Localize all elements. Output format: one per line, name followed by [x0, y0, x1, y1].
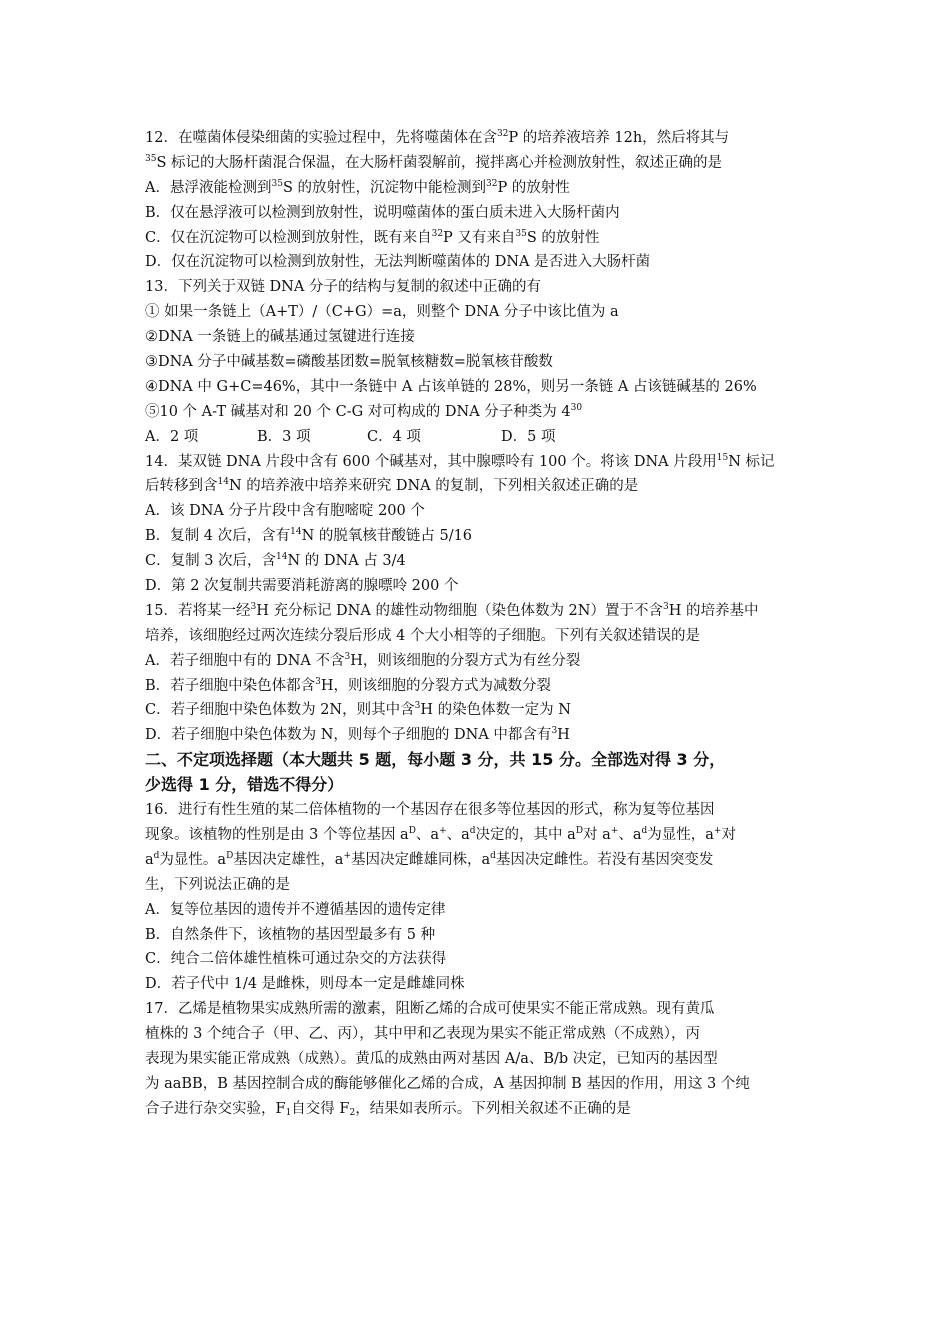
q16-stem-line-2: 现象。该植物的性别是由 3 个等位基因 $a^D$、a+、$a^d$决定的，其中 $a^D$对 a+、$a^d$为显性，a+对 [145, 825, 736, 843]
q13-option-b: B．3 项 [257, 428, 311, 445]
q16-option-a: A．复等位基因的遗传并不遵循基因的遗传定律 [145, 901, 446, 918]
q13-statement-3: ③DNA 分子中碱基数=磷酸基团数=脱氧核糖数=脱氧核苷酸数 [145, 354, 553, 371]
q15-option-c: C．若子细胞中染色体数为 2N，则其中含$^3$H 的染色体数一定为 N [145, 701, 571, 719]
q13-option-c: C．4 项 [367, 428, 421, 445]
q12-stem-line-2: $^{35}$S 标记的大肠杆菌混合保温，在大肠杆菌裂解前，搅拌离心并检测放射性，叙述正确的是 [145, 153, 722, 171]
q13-options [145, 425, 815, 450]
q16-option-d: D．若子代中 1/4 是雌株，则母本一定是雌雄同株 [145, 976, 465, 993]
q13-stem: 13．下列关于双链 DNA 分子的结构与复制的叙述中正确的有 [145, 279, 541, 296]
q14-stem-line-1: 14．某双链 DNA 片段中含有 600 个碱基对，其中腺嘌呤有 100 个。将该 DNA 片段用$^{15}$N 标记 [145, 452, 775, 470]
q16-stem-line-1: 16．进行有性生殖的某二倍体植物的一个基因存在很多等位基因的形式，称为复等位基因 [145, 802, 715, 819]
q12-stem-line-1: 12．在噬菌体侵染细菌的实验过程中，先将噬菌体在含$^{32}$P 的培养液培养 12h，然后将其与 [145, 129, 730, 146]
q14-stem-line-2: 后转移到含$^{14}$N 的培养液中培养来研究 DNA 的复制，下列相关叙述正确的是 [145, 477, 639, 495]
q12-option-c: C．仅在沉淀物可以检测到放射性，既有来自$^{32}$P 又有来自$^{35}$S 的放射性 [145, 228, 600, 246]
q14-option-a: A．该 DNA 分子片段中含有胞嘧啶 200 个 [145, 503, 425, 520]
section-2-heading-line-1: 二、不定项选择题（本大题共 5 题，每小题 3 分，共 15 分。全部选对得 3 分， [145, 750, 726, 770]
q13-statement-4: ④DNA 中 G+C=46%，其中一条链中 A 占该单链的 28%，则另一条链 A 占该链碱基的 26% [145, 378, 757, 395]
q13-statement-2: ②DNA 一条链上的碱基通过氢键进行连接 [145, 329, 415, 346]
q16-stem-line-3: $a^d$为显性。$a^D$基因决定雄性，a+基因决定雌雄同株，$a^d$基因决定雌性。若没有基因突变发 [145, 850, 714, 868]
q14-option-b: B．复制 4 次后，含有$^{14}$N 的脱氧核苷酸链占 5/16 [145, 527, 473, 545]
q12-option-d: D．仅在沉淀物可以检测到放射性，无法判断噬菌体的 DNA 是否进入大肠杆菌 [145, 254, 651, 271]
q15-stem-line-2: 培养，该细胞经过两次连续分裂后形成 4 个大小相等的子细胞。下列有关叙述错误的是 [145, 627, 700, 644]
q17-stem-line-3: 表现为果实能正常成熟（成熟）。黄瓜的成熟由两对基因 A/a、B/b 决定，已知丙的基因型 [145, 1050, 718, 1067]
q14-option-d: D．第 2 次复制共需要消耗游离的腺嘌呤 200 个 [145, 578, 459, 595]
q15-option-d: D．若子细胞中染色体数为 N，则每个子细胞的 DNA 中都含有$^3$H [145, 726, 570, 744]
q12-option-a: A．悬浮液能检测到$^{35}$S 的放射性，沉淀物中能检测到$^{32}$P 的放射性 [145, 178, 570, 196]
q16-option-b: B．自然条件下，该植物的基因型最多有 5 种 [145, 926, 436, 943]
section-2-heading-line-2: 少选得 1 分，错选不得分） [145, 775, 344, 795]
exam-page [145, 126, 815, 1122]
q17-stem-line-4: 为 aaBB，B 基因控制合成的酶能够催化乙烯的合成，A 基因抑制 B 基因的作用，用这 3 个纯 [145, 1075, 750, 1092]
q14-option-c: C．复制 3 次后，含$^{14}$N 的 DNA 占 3/4 [145, 552, 406, 570]
q17-stem-line-2: 植株的 3 个纯合子（甲、乙、丙），其中甲和乙表现为果实不能正常成熟（不成熟），丙 [145, 1026, 700, 1043]
q12-option-b: B．仅在悬浮液可以检测到放射性，说明噬菌体的蛋白质未进入大肠杆菌内 [145, 204, 620, 221]
q13-option-d: D．5 项 [501, 428, 556, 445]
q16-stem-line-4: 生，下列说法正确的是 [145, 876, 290, 893]
q13-option-a: A．2 项 [145, 428, 199, 445]
q15-stem-line-1: 15．若将某一经$^3$H 充分标记 DNA 的雄性动物细胞（染色体数为 2N）置于不含$^3$H 的培养基中 [145, 601, 759, 619]
q15-option-a: A．若子细胞中有的 DNA 不含$^3$H，则该细胞的分裂方式为有丝分裂 [145, 651, 581, 669]
q17-stem-line-5: 合子进行杂交实验，$F_1$自交得 $F_2$，结果如表所示。下列相关叙述不正确的是 [145, 1100, 631, 1118]
q13-statement-5: ⑤10 个 A-T 碱基对和 20 个 C-G 对可构成的 DNA 分子种类为 $4^{30}$ [145, 402, 583, 420]
q13-statement-1: ① 如果一条链上（A+T）/（C+G）=a，则整个 DNA 分子中该比值为 a [145, 304, 619, 321]
q16-option-c: C．纯合二倍体雄性植株可通过杂交的方法获得 [145, 951, 447, 968]
q15-option-b: B．若子细胞中染色体都含$^3$H，则该细胞的分裂方式为减数分裂 [145, 676, 552, 694]
q17-stem-line-1: 17．乙烯是植物果实成熟所需的激素，阻断乙烯的合成可使果实不能正常成熟。现有黄瓜 [145, 1001, 715, 1018]
